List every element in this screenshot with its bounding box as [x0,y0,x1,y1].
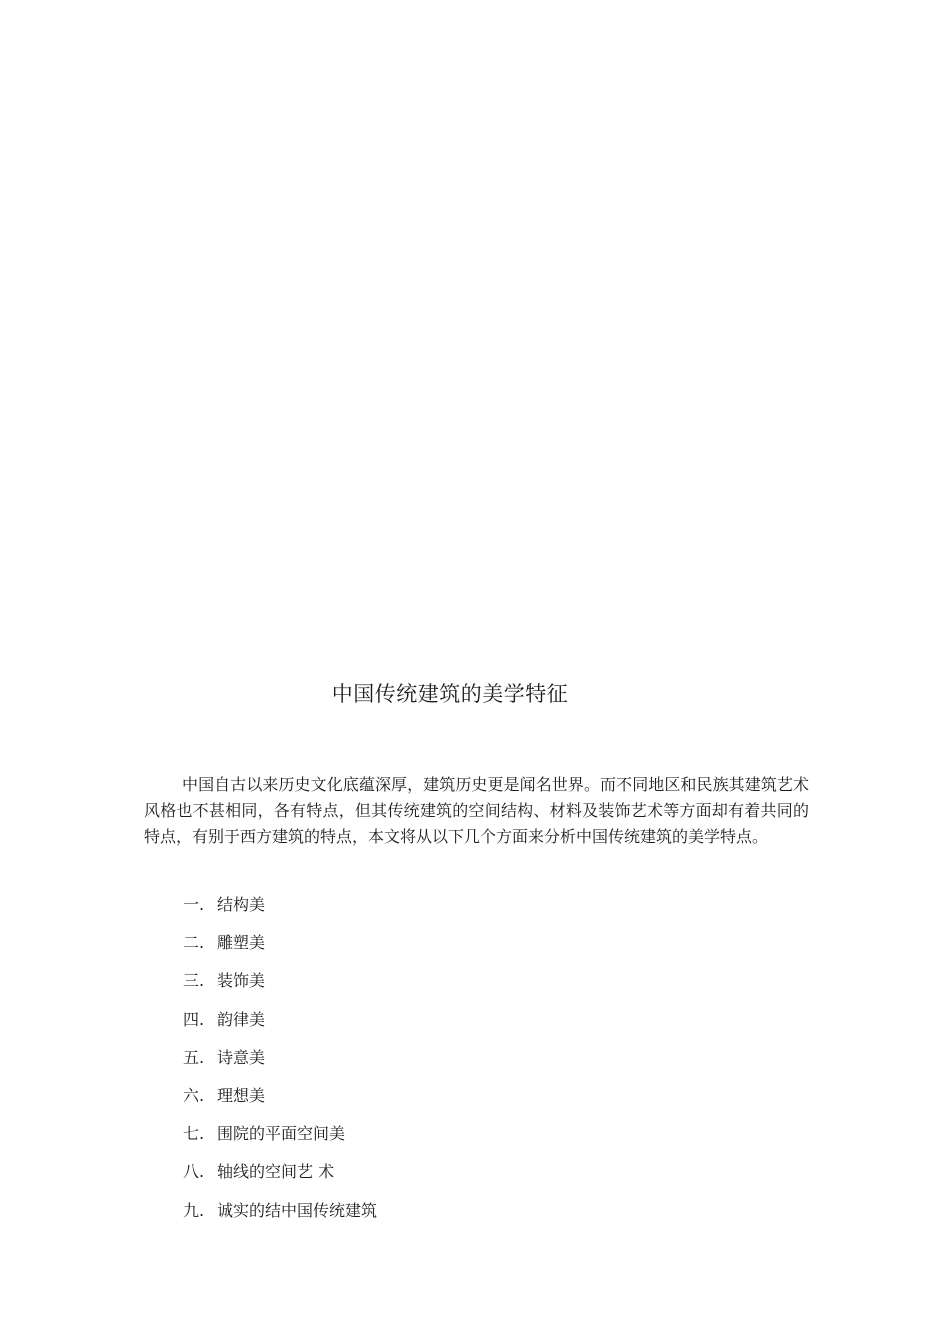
outline-item-number: 二. [183,933,205,953]
outline-item [183,1083,377,1121]
outline-item [183,1121,377,1159]
outline-item [183,968,377,1006]
outline-item-number: 一. [183,895,205,914]
outline-item [183,1198,377,1236]
outline-item-text: 围院的平面空间美 [217,1124,346,1144]
outline-item-number: 四. [183,1009,205,1029]
outline-item-text: 诗意美 [217,1047,266,1067]
outline-item-text: 理想美 [217,1085,266,1105]
outline-item-number: 六. [183,1085,205,1105]
outline-item [183,1007,377,1045]
outline-item [183,892,377,930]
outline-item-text: 结构美 [217,895,266,914]
outline-item [183,1159,377,1197]
outline-item-text: 轴线的空间艺 术 [217,1162,335,1182]
document-title: 中国传统建筑的美学特征 [331,682,569,706]
outline-item-number: 七. [183,1124,205,1144]
outline-list [183,892,377,1236]
outline-item-text: 诚实的结中国传统建筑 [217,1200,378,1220]
outline-item-number: 三. [183,971,205,991]
outline-item-number: 五. [183,1047,205,1067]
outline-item-number: 九. [183,1200,205,1220]
outline-item [183,1045,377,1083]
outline-item [183,930,377,968]
outline-item-text: 韵律美 [217,1009,266,1029]
outline-item-text: 装饰美 [217,971,266,991]
outline-item-number: 八. [183,1162,205,1182]
outline-item-text: 雕塑美 [217,933,266,953]
intro-paragraph: 中国自古以来历史文化底蕴深厚，建筑历史更是闻名世界。而不同地区和民族其建筑艺术风格也不甚相同，各有特点，但其传统建筑的空间结构、材料及装饰艺术等方面却有着共同的特点，有别于西方建筑的特点，本文将从以下几个方面来分析中国传统建筑的美学特点。 [144,775,809,846]
